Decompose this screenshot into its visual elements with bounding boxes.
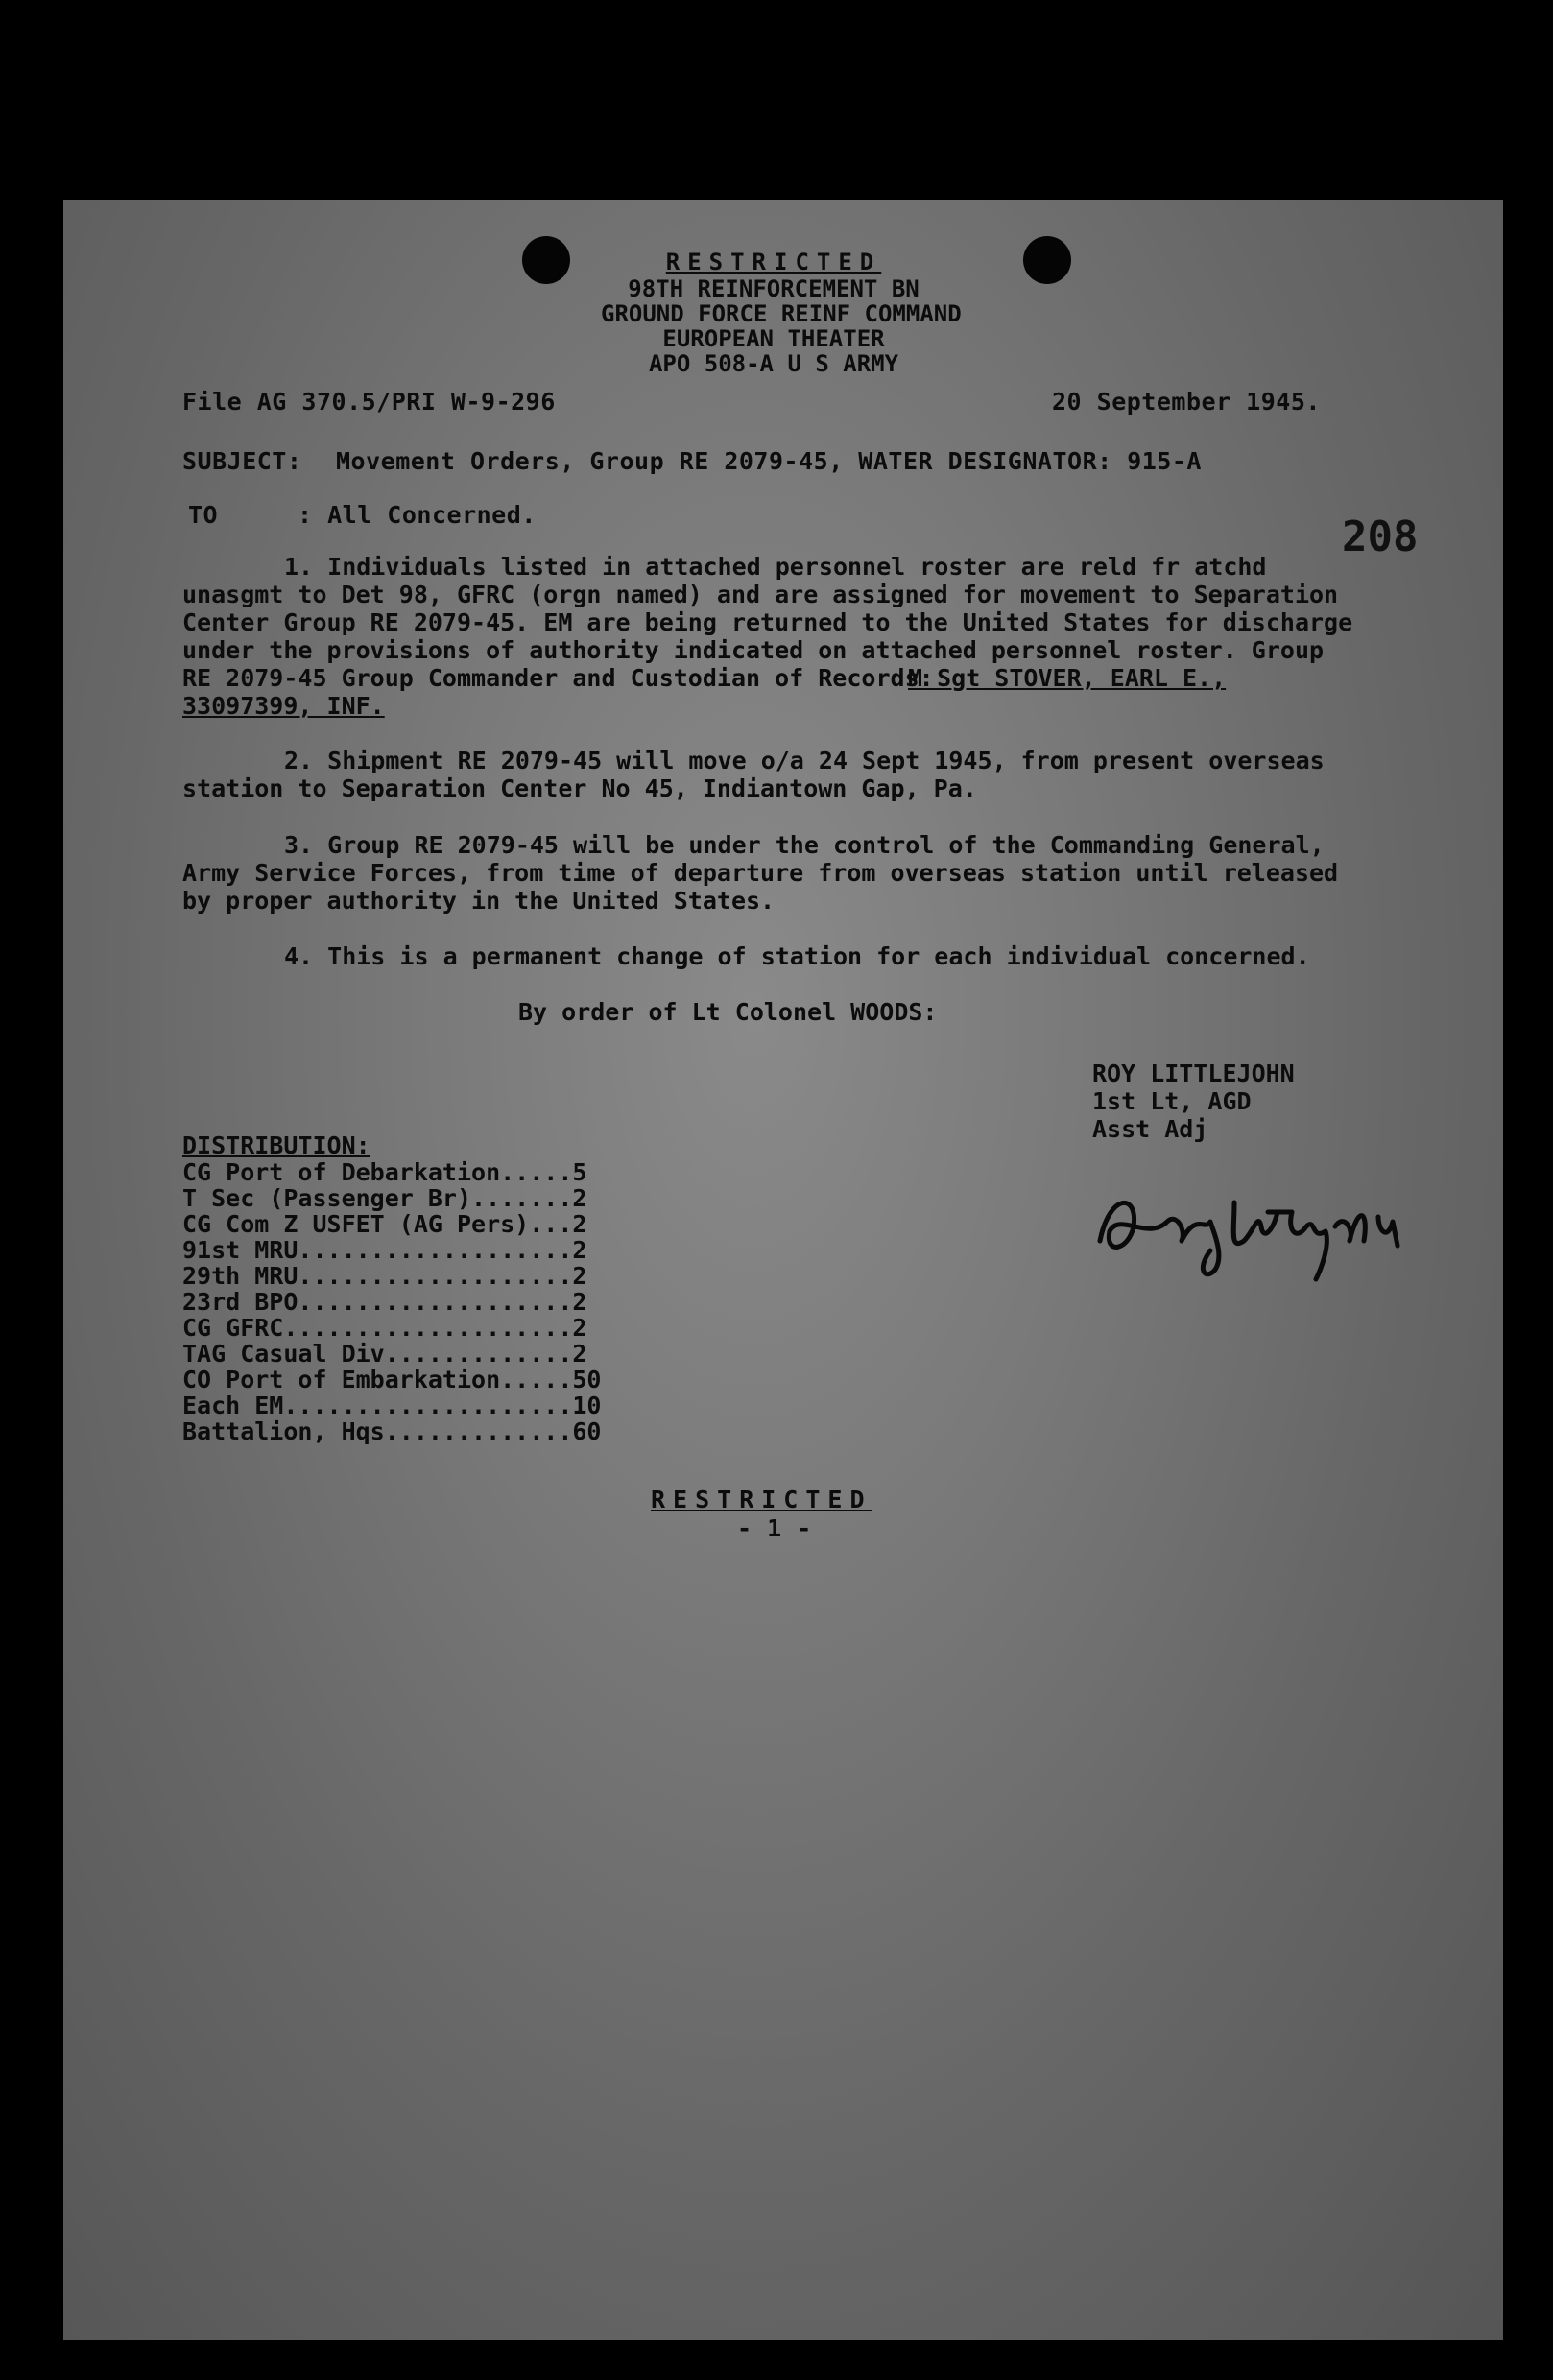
distribution-heading: DISTRIBUTION:	[182, 1131, 370, 1159]
restricted-header: RESTRICTED	[665, 249, 882, 275]
paragraph-3-line-3: by proper authority in the United States.	[182, 887, 776, 915]
subject-text: Movement Orders, Group RE 2079-45, WATER DESIGNATOR: 915-A	[336, 447, 1202, 475]
distribution-item: Each EM....................10	[182, 1392, 602, 1419]
custodian-serial: 33097399, INF.	[182, 692, 385, 720]
distribution-item: CG Com Z USFET (AG Pers)...2	[182, 1210, 587, 1238]
subject-label: SUBJECT:	[182, 447, 302, 475]
distribution-item: CG GFRC....................2	[182, 1314, 587, 1342]
distribution-item: 29th MRU...................2	[182, 1262, 587, 1290]
distribution-item: T Sec (Passenger Br).......2	[182, 1184, 587, 1212]
paragraph-1-line-5: RE 2079-45 Group Commander and Custodian of Records:	[182, 664, 934, 692]
unit-name: 98TH REINFORCEMENT BN	[628, 275, 920, 302]
signatory-title: Asst Adj	[1092, 1115, 1208, 1143]
signature	[1090, 1174, 1436, 1289]
distribution-item: CG Port of Debarkation.....5	[182, 1158, 587, 1186]
paragraph-1-line-3: Center Group RE 2079-45. EM are being returned to the United States for discharge	[182, 608, 1353, 636]
distribution-item: 23rd BPO...................2	[182, 1288, 587, 1316]
apo-address: APO 508-A U S ARMY	[648, 350, 899, 377]
paragraph-2-line-2: station to Separation Center No 45, Indiantown Gap, Pa.	[182, 774, 977, 802]
stamp-number: 208	[1342, 512, 1419, 561]
paragraph-1-line-4: under the provisions of authority indicated on attached personnel roster. Group	[182, 636, 1325, 664]
document-date: 20 September 1945.	[1052, 388, 1321, 416]
custodian-name: M Sgt STOVER, EARL E.,	[908, 664, 1227, 692]
punch-hole-left	[522, 236, 570, 284]
paragraph-4: 4. This is a permanent change of station for each individual concerned.	[284, 942, 1310, 970]
signatory-rank: 1st Lt, AGD	[1092, 1087, 1252, 1115]
distribution-item: Battalion, Hqs.............60	[182, 1417, 602, 1445]
restricted-footer: RESTRICTED	[651, 1486, 872, 1513]
paragraph-3-line-1: 3. Group RE 2079-45 will be under the control of the Commanding General,	[284, 831, 1325, 859]
paragraph-3-line-2: Army Service Forces, from time of departure from overseas station until released	[182, 859, 1339, 887]
to-text: : All Concerned.	[298, 501, 537, 529]
paragraph-1-line-1: 1. Individuals listed in attached personnel roster are reld fr atchd	[284, 553, 1267, 581]
to-label: TO	[188, 501, 219, 529]
command-name: GROUND FORCE REINF COMMAND	[601, 300, 962, 327]
punch-hole-right	[1023, 236, 1071, 284]
page-number: - 1 -	[737, 1514, 812, 1542]
file-reference: File AG 370.5/PRI W-9-296	[182, 388, 556, 416]
distribution-item: CO Port of Embarkation.....50	[182, 1366, 602, 1393]
document-page	[63, 200, 1503, 2340]
distribution-item: 91st MRU...................2	[182, 1236, 587, 1264]
paragraph-2-line-1: 2. Shipment RE 2079-45 will move o/a 24 Sept 1945, from present overseas	[284, 747, 1325, 774]
theater-name: EUROPEAN THEATER	[662, 325, 885, 352]
by-order-line: By order of Lt Colonel WOODS:	[518, 998, 938, 1026]
paragraph-1-line-2: unasgmt to Det 98, GFRC (orgn named) and are assigned for movement to Separation	[182, 581, 1339, 608]
signatory-name: ROY LITTLEJOHN	[1092, 1059, 1295, 1087]
distribution-item: TAG Casual Div.............2	[182, 1340, 587, 1368]
